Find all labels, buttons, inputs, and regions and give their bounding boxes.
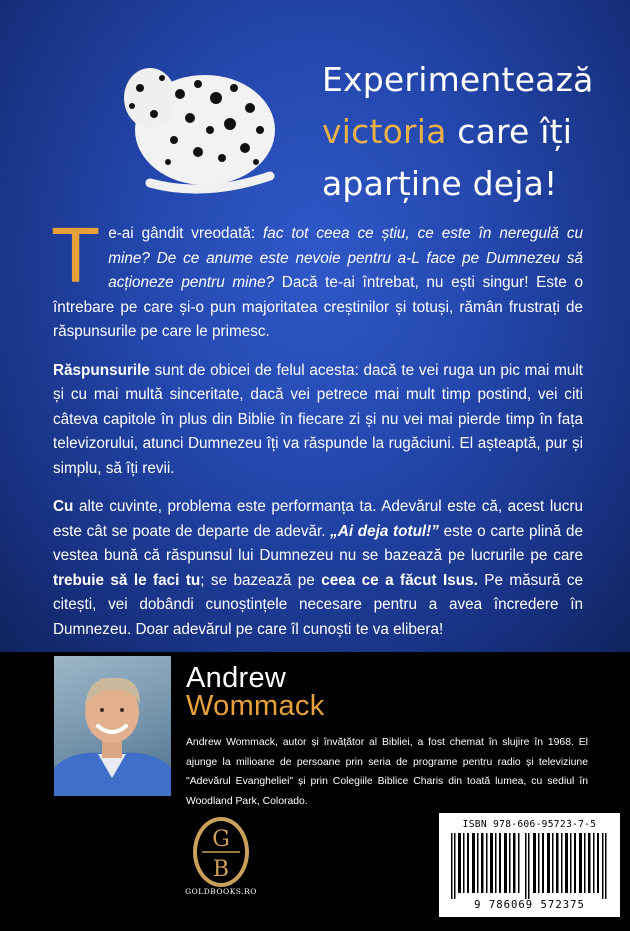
publisher-name: GOLDBOOKS.RO (185, 887, 257, 896)
headline-line-3: aparține deja! (322, 164, 558, 203)
p3-text-a: alte cuvinte, problema este performanța ta. Adevărul este că, acest lucru este cât se poate de departe de adevăr. (53, 498, 583, 540)
drop-cap: T (53, 214, 99, 300)
paragraph-1 (53, 214, 583, 345)
author-first-name: Andrew (186, 662, 287, 694)
p3-book-title: „Ai deja totul!” (330, 522, 439, 540)
p3-bold-2: trebuie să le faci tu (53, 571, 201, 589)
p1-italic: fac tot ceea ce știu, ce este în neregulă cu mine? De ce anume este nevoie pentru a-L face pe Dumnezeu să acționeze pentru mine? (108, 225, 583, 291)
goldbooks-logo (188, 814, 254, 896)
logo-letter-top: G (212, 827, 230, 852)
headline (322, 54, 622, 210)
barcode-bars (449, 833, 611, 899)
p3-text-c: ; se bazează pe (200, 571, 322, 589)
headline-line-1: Experimentează (322, 60, 594, 99)
p1-text-b: Dacă te-ai întrebat, nu ești singur! Este o întrebare pe care și-o pun majoritatea creștinilor și totuși, rămân frustrați de răspunsurile pe care le primesc. (53, 274, 583, 340)
p3-bold-3: ceea ce a făcut Isus. (321, 571, 478, 589)
headline-line-2 (322, 106, 622, 158)
author-photo (54, 656, 171, 796)
isbn-label: ISBN 978-606-95723-7-5 (462, 819, 597, 830)
headline-highlight: victoria (322, 112, 447, 151)
logo-letter-bottom: B (212, 857, 230, 882)
p3-text-d: Pe măsură ce citești, vei dobândi cunoștințele necesare pentru a avea încredere în Dumnezeu. Doar adevărul pe care îl cunoști te va elibera! (53, 571, 583, 638)
dalmatian-dog-image (110, 48, 290, 208)
barcode-number: 9 786069 572375 (474, 899, 585, 911)
p2-bold: Răspunsurile (53, 361, 150, 379)
p1-text-a: e-ai gândit vreodată: (108, 225, 264, 242)
author-last-name: Wommack (186, 690, 325, 722)
isbn-barcode (439, 813, 620, 917)
paragraph-3 (53, 495, 583, 642)
p2-text: sunt de obicei de felul acesta: dacă te vei ruga un pic mai mult și cu mai multă sinceritate, dacă vei petrece mai mult timp postind, vei citi câteva capitole în plus din Biblie în fiecare zi și nu vei mai pierde timp în fața televizorului, atunci Dumnezeu îți va răspunde la rugăciuni. El așteaptă, pur și simplu, să îți revii. (53, 361, 583, 477)
p3-text-b: este o carte plină de vestea bună că răspunsul lui Dumnezeu nu se bazează pe lucrurile pe care (53, 522, 583, 564)
author-bio: Andrew Wommack, autor și învățător al Bibliei, a fost chemat în slujire în 1968. El ajunge la milioane de persoane prin seria de programe pentru radio și televiziune "Adevărul Evangheliei" și prin Colegiile Biblice Charis din toată lumea, cu sediul în Woodland Park, Colorado. (186, 737, 588, 807)
paragraph-2 (53, 359, 583, 482)
p3-bold: Cu (53, 498, 74, 515)
headline-line-2-rest: care îți (446, 112, 573, 151)
description-text (53, 214, 583, 656)
